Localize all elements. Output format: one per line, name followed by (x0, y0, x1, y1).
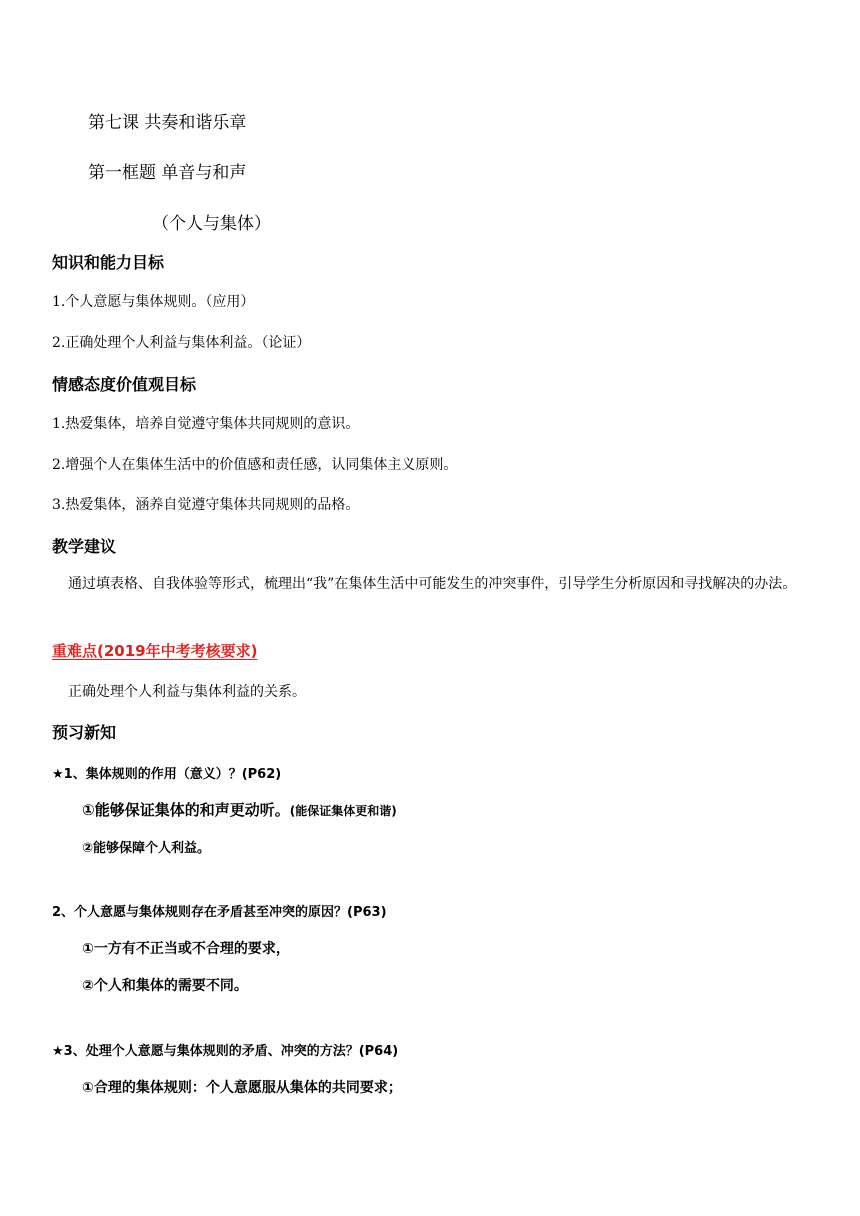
q1-answer-1-note: (能保证集体更和谐) (289, 804, 397, 818)
q1-answer-1 (82, 799, 397, 820)
emotion-item-2: 2.增强个人在集体生活中的价值感和责任感，认同集体主义原则。 (52, 457, 458, 473)
q2-title: 2、个人意愿与集体规则存在矛盾甚至冲突的原因？(P63) (52, 905, 387, 920)
subtitle: （个人与集体） (152, 214, 271, 234)
lesson-title: 第七课 共奏和谐乐章 (88, 113, 247, 133)
knowledge-heading: 知识和能力目标 (52, 253, 165, 272)
key-points-heading: 重难点(2019年中考考核要求) (52, 642, 258, 660)
preview-heading: 预习新知 (52, 723, 117, 742)
q2-answer-2: ②个人和集体的需要不同。 (82, 978, 248, 994)
emotion-heading: 情感态度价值观目标 (52, 375, 197, 394)
teaching-text: 通过填表格、自我体验等形式，梳理出“我”在集体生活中可能发生的冲突事件，引导学生分析原因和寻找解决的办法。 (68, 576, 797, 592)
q1-answer-1-main: ①能够保证集体的和声更动听。 (82, 801, 290, 819)
teaching-heading: 教学建议 (52, 537, 117, 556)
knowledge-item-2: 2.正确处理个人利益与集体利益。（论证） (52, 335, 311, 351)
q3-title: ★3、处理个人意愿与集体规则的矛盾、冲突的方法？(P64) (52, 1044, 399, 1059)
emotion-item-3: 3.热爱集体，涵养自觉遵守集体共同规则的品格。 (52, 497, 360, 513)
knowledge-item-1: 1.个人意愿与集体规则。（应用） (52, 294, 255, 310)
emotion-item-1: 1.热爱集体，培养自觉遵守集体共同规则的意识。 (52, 416, 360, 432)
q2-answer-1: ①一方有不正当或不合理的要求， (82, 941, 290, 957)
q1-answer-2: ②能够保障个人利益。 (82, 841, 211, 856)
q3-answer-1: ①合理的集体规则：个人意愿服从集体的共同要求； (82, 1080, 402, 1096)
key-points-text: 正确处理个人利益与集体利益的关系。 (68, 684, 306, 700)
q1-title: ★1、集体规则的作用（意义）？(P62) (52, 767, 282, 782)
section-title: 第一框题 单音与和声 (88, 163, 247, 183)
